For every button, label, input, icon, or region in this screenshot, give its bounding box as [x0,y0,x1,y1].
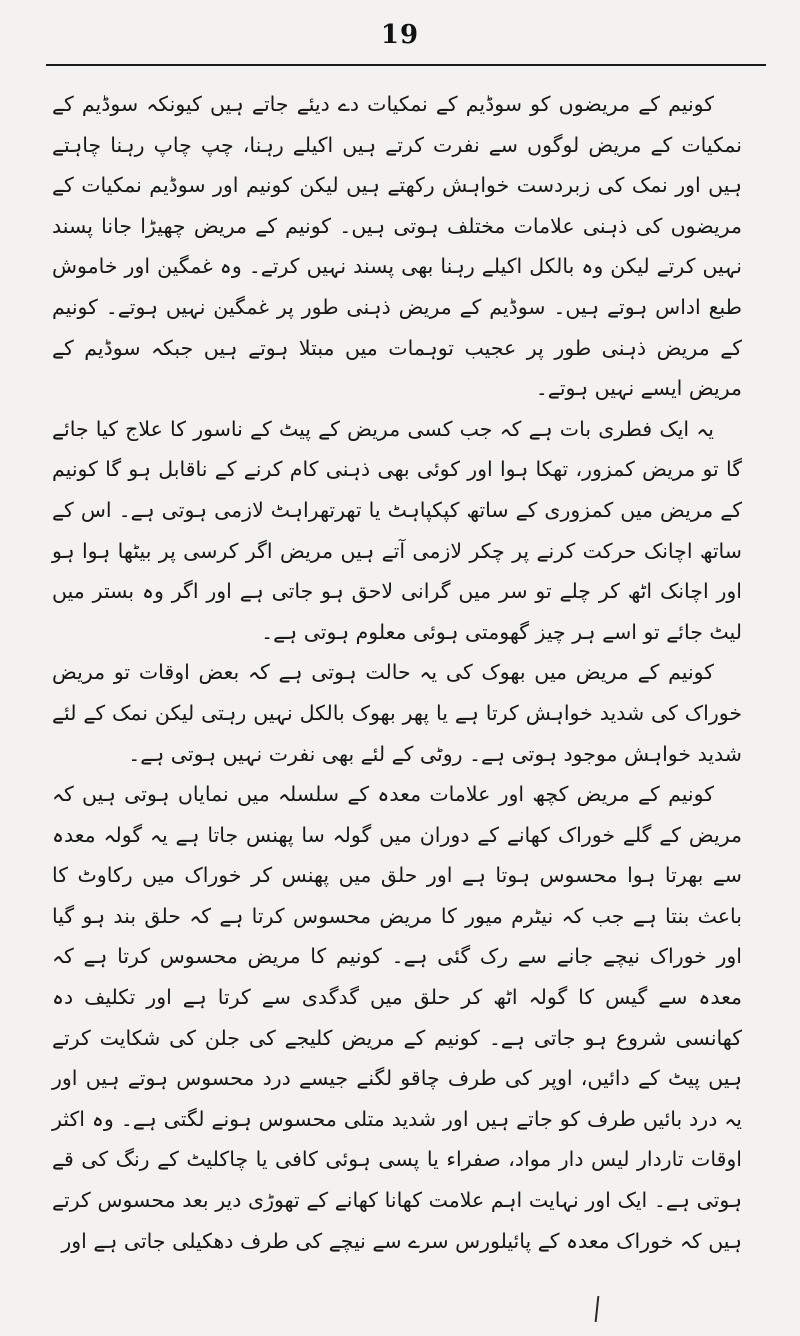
page-body [52,84,742,1261]
paragraph-stomach-symptoms: کونیم کے مریض کچھ اور علامات معدہ کے سلسلہ میں نمایاں ہوتی ہیں کہ مریض کے گلے خوراک کھانے کے دوران میں گولہ سا پھنس جاتا ہے یہ گولہ معدہ سے بھرتا ہوا محسوس ہوتا ہے اور حلق میں پھنس کر خوراک میں رکاوٹ کا باعث بنتا ہے جب کہ نیٹرم میور کا مریض محسوس کرتا ہے کہ حلق بند ہو گیا اور خوراک نیچے جانے سے رک گئی ہے۔ کونیم کا مریض محسوس کرتا ہے کہ معدہ سے گیس کا گولہ اٹھ کر حلق میں گدگدی سے کرتا ہے اور تکلیف دہ کھانسی شروع ہو جاتی ہے۔ کونیم کے مریض کلیجے کی جلن کی شکایت کرتے ہیں پیٹ کے دائیں، اوپر کی طرف چاقو لگنے جیسے درد محسوس ہوتے ہیں اور یہ درد بائیں طرف کو جاتے ہیں اور شدید متلی محسوس ہونے لگتی ہے۔ وہ اکثر اوقات تاردار لیس دار مواد، صفراء یا پسی ہوئی کافی یا چاکلیٹ کے رنگ کی قے ہوتی ہے۔ ایک اور نہایت اہم علامت کھانا کھانے کے تھوڑی دیر بعد محسوس کرتے ہیں کہ خوراک معدہ کے پائیلورس سرے سے نیچے کی طرف دھکیلی جاتی ہے اور [52,782,742,1253]
paragraph-conium-vs-sodium: کونیم کے مریضوں کو سوڈیم کے نمکیات دے دیئے جاتے ہیں کیونکہ سوڈیم کے نمکیات کے مریض لوگوں سے نفرت کرتے ہیں اکیلے رہنا، چپ چاپ رہنا چاہتے ہیں اور نمک کی زبردست خواہش رکھتے ہیں لیکن کونیم اور سوڈیم نمکیات کے مریضوں کی ذہنی علامات مختلف ہوتی ہیں۔ کونیم کے مریض چھیڑا جانا پسند نہیں کرتے لیکن وہ بالکل اکیلے رہنا بھی پسند نہیں کرتے۔ وہ غمگین اور خاموش طبع اداس ہوتے ہیں۔ سوڈیم کے مریض ذہنی طور پر غمگین نہیں ہوتے۔ کونیم کے مریض ذہنی طور پر عجیب توہمات میں مبتلا ہوتے ہیں جبکہ سوڈیم کے مریض ایسے نہیں ہوتے۔ [52,92,742,401]
page-number: 19 [380,20,420,50]
paragraph-weakness-vertigo: یہ ایک فطری بات ہے کہ جب کسی مریض کے پیٹ کے ناسور کا علاج کیا جائے گا تو مریض کمزور، تھکا ہوا اور کوئی بھی ذہنی کام کرنے کے ناقابل ہو گا کونیم کے مریض میں کمزوری کے ساتھ کپکپاہٹ یا تھرتھراہٹ لازمی ہوتی ہے۔ اس کے ساتھ اچانک حرکت کرنے پر چکر لازمی آتے ہیں مریض اگر کرسی پر بیٹھا ہوا ہو اور اچانک اٹھ کر چلے تو سر میں گرانی لاحق ہو جاتی ہے اور اگر وہ بستر میں لیٹ جائے تو اسے ہر چیز گھومتی ہوئی معلوم ہوتی ہے۔ [52,416,742,644]
header-rule [46,64,766,66]
pen-mark [595,1296,600,1322]
paragraph-appetite: کونیم کے مریض میں بھوک کی یہ حالت ہوتی ہے کہ بعض اوقات تو مریض خوراک کی شدید خواہش کرتا ہے یا پھر بھوک بالکل نہیں رہتی لیکن نمک کے لئے شدید خواہش موجود ہوتی ہے۔ روٹی کے لئے بھی نفرت نہیں ہوتی ہے۔ [52,660,742,766]
